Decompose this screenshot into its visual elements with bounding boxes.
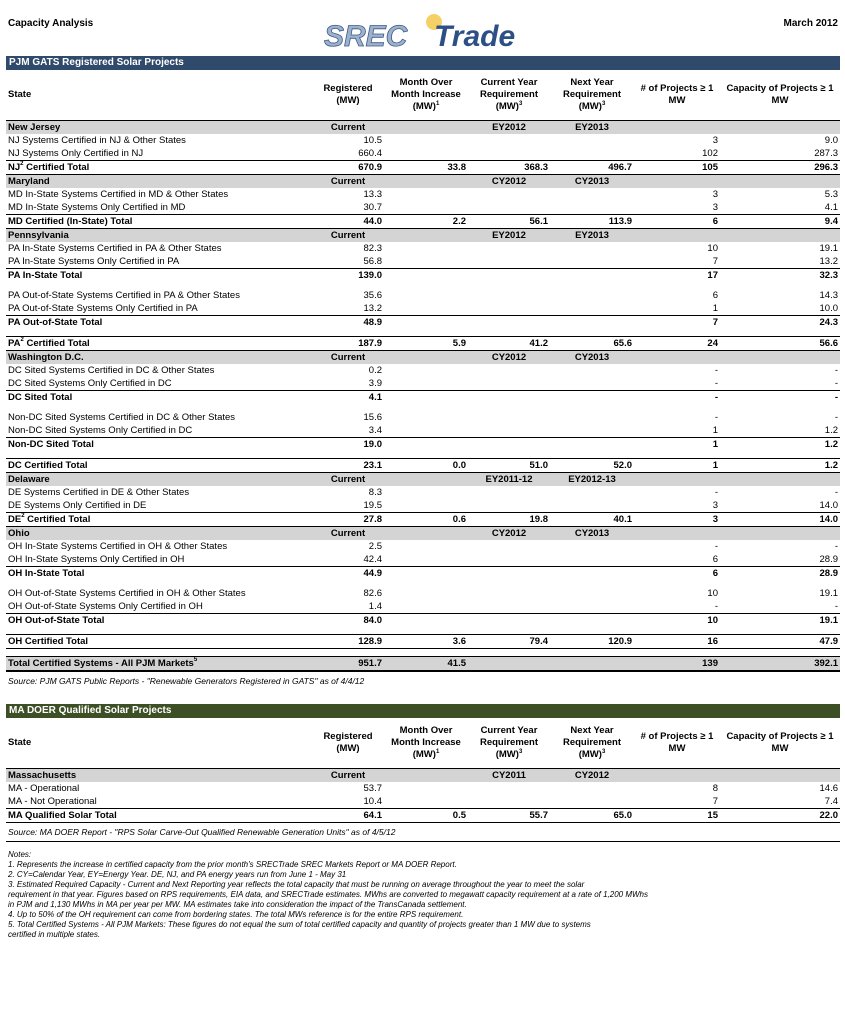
state-header-de: Delaware Current EY2011-12 EY2012-13 [6,473,840,487]
dc-sited-total: DC Sited Total 4.1 - - [8,392,838,403]
oh-in-state-total: OH In-State Total 44.9 6 28.9 [8,568,838,579]
table-row: OH Out-of-State Systems Certified in OH & Other States 82.6 10 19.1 [8,588,838,599]
col-mom: Month Over Month Increase (MW)$^1$ [384,70,468,121]
note-line: 5. Total Certified Systems - All PJM Markets: These figures do not equal the sum of total certified capacity and quantity of projects greater than 1 MW due to systems [8,920,591,929]
col-current-req: Current Year Requirement (MW)$^3$ [468,70,550,121]
note-line: in PJM and 1,130 MWhs in MA per year per MW. MA estimates take into consideration the impact of the TransCanada settlement. [8,900,467,909]
pa-in-state-total: PA In-State Total 139.0 17 32.3 [8,270,838,281]
note-line: Notes: [8,850,32,859]
col-registered: Registered (MW) [312,70,384,121]
state-header-ma: Massachusetts Current CY2011 CY2012 [6,769,840,783]
table-row: PA In-State Systems Certified in PA & Other States 82.3 10 19.1 [8,243,838,254]
pjm-column-headers [6,70,840,121]
col-projects: # of Projects ≥ 1 MW [634,718,720,769]
ma-source-note: Source: MA DOER Report - "RPS Solar Carve-Out Qualified Renewable Generation Units" as of 4/5/12 [8,827,396,837]
pjm-section-title: PJM GATS Registered Solar Projects [6,56,840,70]
oh-certified-total: OH Certified Total 128.9 3.6 79.4 120.9 16 47.9 [8,636,838,647]
report-date: March 2012 [783,18,838,29]
ma-section-title: MA DOER Qualified Solar Projects [6,704,840,718]
table-row: Non-DC Sited Systems Only Certified in DC 3.4 1 1.2 [8,425,838,436]
col-capacity: Capacity of Projects ≥ 1 MW [720,70,840,121]
table-row: DC Sited Systems Certified in DC & Other States 0.2 - - [8,365,838,376]
note-line: requirement in that year. Figures based on RPS requirements, EIA data, and SRECTrade estimates. MWhs are converted to megawatt capacity requirement at a rate of 1,200 MWhs [8,890,649,899]
note-line: 2. CY=Calendar Year, EY=Energy Year. DE, NJ, and PA energy years run from June 1 - May 31 [8,870,347,879]
pjm-source-note: Source: PJM GATS Public Reports - "Renewable Generators Registered in GATS" as of 4/4/12 [6,671,840,690]
non-dc-sited-total: Non-DC Sited Total 19.0 1 1.2 [8,439,838,450]
de-certified-total: $DE^2$ Certified Total 27.8 0.6 19.8 40.1 3 14.0 [8,513,838,525]
pjm-table [6,70,840,671]
note-line: 4. Up to 50% of the OH requirement can come from bordering states. The total MWs reference is for the entire RPS requirement. [8,910,464,919]
note-line: 1. Represents the increase in certified capacity from the prior month's SRECTrade SREC Markets Report or MA DOER Report. [8,860,457,869]
col-state: State [6,70,312,121]
table-row: OH In-State Systems Certified in OH & Other States 2.5 - - [8,541,838,552]
state-header-nj: New Jersey Current EY2012 EY2013 [6,121,840,135]
state-header-md: Maryland Current CY2012 CY2013 [6,175,840,189]
col-mom: Month Over Month Increase (MW)$^1$ [384,718,468,769]
col-next-req: Next Year Requirement (MW)$^3$ [550,70,634,121]
logo-srec-text: SREC [324,20,408,53]
state-header-oh: Ohio Current CY2012 CY2013 [6,527,840,541]
ma-qualified-total: MA Qualified Solar Total 64.1 0.5 55.7 65.0 15 22.0 [8,810,838,821]
dc-certified-total: DC Certified Total 23.1 0.0 51.0 52.0 1 1.2 [8,460,838,471]
logo-trade-text: Trade [434,20,516,53]
pa-out-of-state-total: PA Out-of-State Total 48.9 7 24.3 [8,317,838,328]
table-row: Non-DC Sited Systems Certified in DC & Other States 15.6 - - [8,412,838,423]
table-row: DE Systems Certified in DE & Other States 8.3 - - [8,487,838,498]
table-row: MD In-State Systems Certified in MD & Other States 13.3 3 5.3 [8,189,838,200]
pjm-grand-total: Total Certified Systems - All PJM Markets$^5$ 951.7 41.5 139 392.1 [8,657,838,669]
pa-certified-total: $PA^2$ Certified Total 187.9 5.9 41.2 65.6 24 56.6 [8,337,838,349]
note-line: 3. Estimated Required Capacity - Current and Next Reporting year reflects the total capacity that must be running on average throughout the year to meet the solar [8,880,585,889]
nj-certified-total: $NJ^2$ Certified Total 670.9 33.8 368.3 496.7 105 296.3 [8,161,838,173]
table-row: PA In-State Systems Only Certified in PA 56.8 7 13.2 [8,256,838,267]
state-header-dc: Washington D.C. Current CY2012 CY2013 [6,351,840,365]
table-row: NJ Systems Only Certified in NJ 660.4 102 287.3 [8,148,838,159]
report-title: Capacity Analysis [8,18,94,29]
footnotes [6,841,840,940]
table-row: OH Out-of-State Systems Only Certified in OH 1.4 - - [8,601,838,612]
report-page [6,6,840,940]
table-row: PA Out-of-State Systems Certified in PA & Other States 35.6 6 14.3 [8,290,838,301]
oh-out-of-state-total: OH Out-of-State Total 84.0 10 19.1 [8,615,838,626]
table-row: MA - Operational 53.7 8 14.6 [8,783,838,794]
col-capacity: Capacity of Projects ≥ 1 MW [720,718,840,769]
col-projects: # of Projects ≥ 1 MW [634,70,720,121]
state-header-pa: Pennsylvania Current EY2012 EY2013 [6,229,840,243]
table-row: OH In-State Systems Only Certified in OH 42.4 6 28.9 [8,554,838,565]
ma-column-headers [6,718,840,769]
ma-table [6,718,840,823]
col-state: State [6,718,312,769]
md-certified-total: MD Certified (In-State) Total 44.0 2.2 56.1 113.9 6 9.4 [8,216,838,227]
table-row: DE Systems Only Certified in DE 19.5 3 14.0 [8,500,838,511]
table-row: PA Out-of-State Systems Only Certified in PA 13.2 1 10.0 [8,303,838,314]
table-row: DC Sited Systems Only Certified in DC 3.9 - - [8,378,838,389]
srectrade-logo [316,12,546,56]
col-registered: Registered (MW) [312,718,384,769]
note-line: certified in multiple states. [8,930,101,939]
table-row: NJ Systems Certified in NJ & Other States 10.5 3 9.0 [8,135,838,146]
col-next-req: Next Year Requirement (MW)$^3$ [550,718,634,769]
table-row: MA - Not Operational 10.4 7 7.4 [8,796,838,807]
table-row: MD In-State Systems Only Certified in MD 30.7 3 4.1 [8,202,838,213]
col-current-req: Current Year Requirement (MW)$^3$ [468,718,550,769]
report-header [6,6,840,56]
